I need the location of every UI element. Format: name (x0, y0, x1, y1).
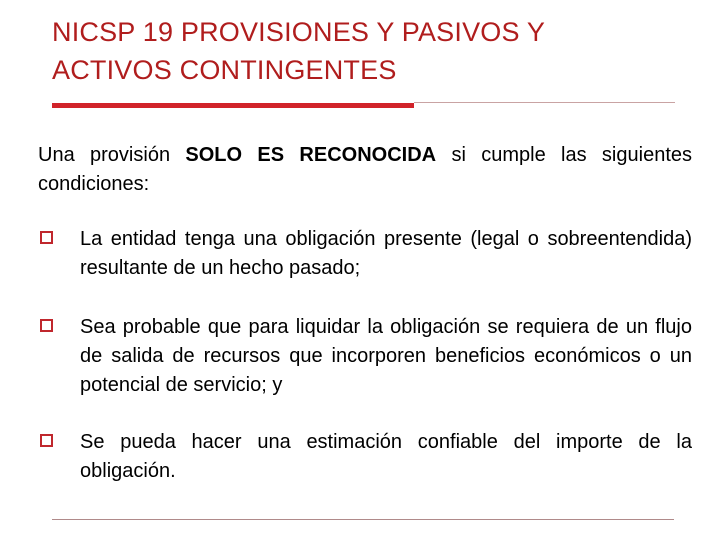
square-bullet-icon (40, 231, 53, 244)
square-bullet-icon (40, 434, 53, 447)
condition-item-2 (40, 313, 692, 400)
intro-emphasis: SOLO ES RECONOCIDA (185, 144, 437, 166)
title-underline-accent (52, 103, 414, 108)
title-line-2: ACTIVOS CONTINGENTES (52, 55, 397, 85)
title-line-1: NICSP 19 PROVISIONES Y PASIVOS Y (52, 17, 546, 47)
intro-text-end: si cumple las siguientes condiciones: (38, 144, 692, 195)
condition-item-3 (40, 428, 692, 486)
condition-item-1 (40, 225, 692, 283)
title-underline-thin (414, 102, 675, 103)
condition-text-1: La entidad tenga una obligación presente (legal o sobreentendida) resultante de un hecho pasado; (80, 228, 692, 279)
condition-text-3: Se pueda hacer una estimación confiable del importe de la obligación. (80, 431, 692, 482)
square-bullet-icon (40, 319, 53, 332)
condition-text-2: Sea probable que para liquidar la obligación se requiera de un flujo de salida de recursos que incorporen beneficios económicos o un potencial de servicio; y (80, 316, 692, 396)
slide-title (52, 13, 692, 89)
intro-text-start: Una provisión (38, 144, 186, 166)
intro-paragraph (38, 141, 692, 199)
footer-divider (52, 519, 674, 520)
